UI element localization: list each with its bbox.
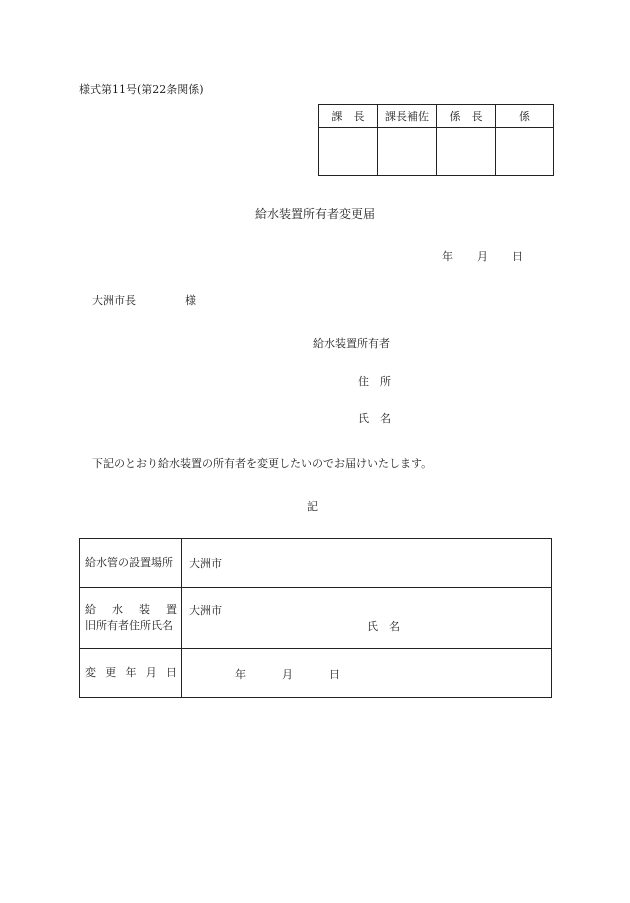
change-date-label: 変 更 年 月 日 — [85, 666, 177, 679]
approval-header-kacho-hosa: 課長補佐 — [378, 105, 437, 128]
stamp-box-kacho-hosa[interactable] — [378, 128, 437, 176]
date-day-label: 日 — [512, 250, 523, 263]
old-owner-label-cell — [80, 588, 182, 649]
applicant-heading: 給水装置所有者 — [313, 337, 390, 350]
form-number: 様式第11号(第22条関係) — [79, 83, 204, 96]
location-label: 給水管の設置場所 — [85, 556, 173, 569]
location-value: 大洲市 — [189, 557, 222, 570]
change-date-day: 日 — [329, 668, 340, 681]
approval-stamp-table — [318, 104, 554, 176]
location-label-cell — [80, 539, 182, 588]
addressee-name: 大洲市長 — [92, 294, 136, 307]
approval-header-kakaricho: 係 長 — [437, 105, 496, 128]
old-owner-label-line1: 給 水 装 置 — [85, 603, 177, 616]
stamp-box-kacho[interactable] — [319, 128, 378, 176]
document-title: 給水装置所有者変更届 — [255, 207, 376, 221]
change-date-value-cell[interactable] — [182, 649, 552, 698]
stamp-box-kakaricho[interactable] — [437, 128, 496, 176]
applicant-name-label: 氏 名 — [358, 412, 391, 425]
addressee-honorific: 様 — [185, 294, 196, 307]
detail-table — [79, 538, 552, 698]
change-date-month: 月 — [282, 668, 293, 681]
old-owner-value: 大洲市 — [189, 604, 222, 617]
stamp-box-kakari[interactable] — [496, 128, 554, 176]
ki-heading: 記 — [307, 500, 318, 513]
date-month-label: 月 — [477, 250, 488, 263]
date-year-label: 年 — [442, 250, 453, 263]
old-owner-label-line2: 旧所有者住所氏名 — [85, 619, 173, 632]
old-owner-value-cell[interactable] — [182, 588, 552, 649]
location-value-cell[interactable] — [182, 539, 552, 588]
approval-header-kacho: 課 長 — [319, 105, 378, 128]
applicant-address-label: 住 所 — [358, 375, 391, 388]
approval-header-kakari: 係 — [496, 105, 554, 128]
old-owner-name-label: 氏 名 — [367, 620, 400, 633]
change-date-year: 年 — [235, 668, 246, 681]
body-text: 下記のとおり給水装置の所有者を変更したいのでお届けいたします。 — [92, 457, 433, 470]
change-date-label-cell — [80, 649, 182, 698]
